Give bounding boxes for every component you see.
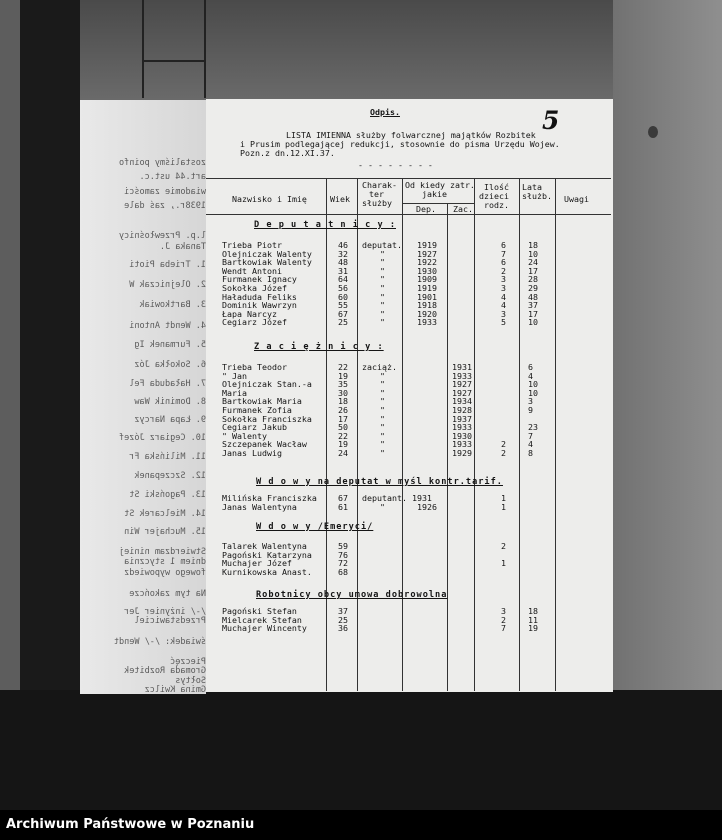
cell-dep: 1901: [417, 291, 437, 302]
header-remarks: Uwagi: [564, 194, 589, 204]
cell-children: 2: [501, 265, 506, 276]
back-page-line: 2. Olejniczak W: [129, 280, 206, 290]
cell-name: Trieba Teodor: [222, 362, 287, 372]
cell-children: 2: [501, 448, 506, 458]
cell-type: ": [380, 308, 385, 319]
header-children-3: rodz.: [484, 200, 509, 210]
back-page-line: Gromada Rozbitek: [124, 666, 206, 676]
cell-name: Olejniczak Stan.-a: [222, 379, 312, 390]
back-page-line: zostaliśmy poinfo: [119, 158, 206, 168]
cell-age: 68: [338, 566, 348, 577]
cell-age: 72: [338, 558, 348, 569]
archive-label: Archiwum Państwowe w Poznaniu: [6, 817, 255, 832]
back-page-line: Gmina Kwilcz: [144, 685, 206, 694]
cell-age: 17: [338, 413, 348, 424]
cell-years: 28: [528, 274, 538, 285]
back-page-line: 13. Pagoński St: [129, 490, 206, 500]
back-page-line: Na tym zakończe: [129, 589, 206, 599]
cell-dep: 1933: [417, 317, 437, 328]
cell-years: 4: [528, 439, 533, 450]
cell-name: Haładuda Feliks: [222, 291, 297, 302]
header-type-1: Charak-: [362, 180, 397, 190]
back-page-line: 8. Dominik Waw: [134, 397, 206, 407]
back-page-line: l.p. Przewłośnicy: [119, 231, 206, 241]
cell-zac: 1934: [452, 396, 472, 407]
cell-name: Sokołka Franciszka: [222, 413, 312, 424]
document-page: [206, 99, 613, 692]
back-page-line: 6. Sokołka Józ: [134, 360, 206, 370]
cell-zac: 1927: [452, 379, 472, 390]
cell-dep: 1920: [417, 308, 437, 319]
back-page-line: 1. Trieba Pioti: [129, 260, 206, 270]
cell-age: 36: [338, 623, 348, 634]
cell-years: 9: [528, 405, 533, 415]
cell-age: 35: [338, 379, 348, 390]
table-row: [206, 568, 613, 577]
back-page-line: 11. Milińska Fr: [129, 452, 206, 462]
cell-dep: 1927: [417, 248, 437, 259]
cell-name: " Walenty: [222, 430, 267, 441]
cell-dep: 1926: [417, 501, 437, 512]
archive-footer: [0, 810, 722, 840]
cell-age: 19: [338, 439, 348, 450]
cell-years: 18: [528, 240, 538, 250]
cell-type: ": [380, 387, 385, 398]
cell-age: 32: [338, 248, 348, 259]
header-dep: Dep.: [416, 204, 436, 214]
section-title: D e p u t a t n i c y :: [254, 220, 396, 230]
cell-years: 19: [528, 623, 538, 634]
cell-years: 10: [528, 387, 538, 398]
back-page-line: 15. Muchajer Win: [124, 527, 206, 537]
cell-years: 48: [528, 291, 538, 302]
cell-children: 5: [501, 317, 506, 328]
cell-children: 6: [501, 257, 506, 268]
back-page-line: /-/ inżynier Jer: [124, 607, 206, 617]
cell-zac: 1928: [452, 405, 472, 415]
cell-name: Cegiarz Jakub: [222, 422, 287, 433]
back-page-line: Stwierdzam niniej: [119, 547, 206, 557]
cell-age: 55: [338, 300, 348, 311]
cell-type: ": [380, 257, 385, 268]
cell-type: ": [380, 370, 385, 381]
back-page-line: 3. Bartkowiak: [139, 300, 206, 310]
cell-years: 7: [528, 430, 533, 441]
cell-name: " Jan: [222, 370, 247, 381]
cell-name: Pagoński Stefan: [222, 606, 297, 616]
cell-type: ": [380, 291, 385, 302]
cell-children: 1: [501, 501, 506, 512]
cell-name: Mielcarek Stefan: [222, 614, 302, 625]
back-page-line: Przedstawiciel: [134, 616, 206, 626]
back-page-line: Pieczęć: [170, 657, 206, 667]
header-name: Nazwisko i Imię: [232, 194, 307, 204]
cell-zac: 1933: [452, 370, 472, 381]
cell-type: ": [380, 439, 385, 450]
cell-years: 17: [528, 308, 538, 319]
cell-age: 56: [338, 283, 348, 293]
cell-type: ": [380, 405, 385, 415]
cell-years: 17: [528, 265, 538, 276]
cell-name: Wendt Antoni: [222, 265, 282, 276]
cell-age: 59: [338, 541, 348, 551]
cell-age: 48: [338, 257, 348, 268]
back-page-line: dniem 1 stycznia: [124, 557, 206, 567]
header-children-1: Ilość: [484, 182, 509, 192]
cell-type: ": [380, 265, 385, 276]
cell-type: ": [380, 501, 385, 512]
cell-children: 4: [501, 300, 506, 311]
back-page-line: Tanaka J.: [159, 242, 206, 252]
cell-name: Trieba Piotr: [222, 240, 282, 250]
cell-years: 37: [528, 300, 538, 311]
cell-name: Kurnikowska Anast.: [222, 566, 312, 577]
back-page-line: 10. Cegiarz Józef: [119, 433, 206, 443]
cell-years: 10: [528, 379, 538, 390]
cell-name: Bartkowiak Maria: [222, 396, 302, 407]
cell-children: 3: [501, 283, 506, 293]
cell-name: Maria: [222, 387, 247, 398]
cell-age: 50: [338, 422, 348, 433]
cell-years: 10: [528, 248, 538, 259]
cell-age: 64: [338, 274, 348, 285]
background-paper-right: [613, 0, 722, 690]
cell-age: 67: [338, 308, 348, 319]
section-title: Z a c i ę ż n i c y :: [254, 342, 384, 352]
cell-name: Bartkowiak Walenty: [222, 257, 312, 268]
document-header: Odpis.: [370, 107, 400, 117]
cell-children: 1: [501, 493, 506, 503]
cell-name: Talarek Walentyna: [222, 541, 307, 551]
cell-type: zaciąż.: [362, 362, 397, 372]
table-row: [206, 624, 613, 633]
cell-years: 24: [528, 257, 538, 268]
cell-type: ": [380, 274, 385, 285]
cell-name: Łapa Narcyz: [222, 308, 277, 319]
back-page-line: 14. Mielcarek St: [124, 509, 206, 519]
back-page-line: 7. Haładuda Fel: [129, 379, 206, 389]
back-page-line: 1938r., zaś dale: [124, 201, 206, 211]
back-page-bleed: [80, 100, 206, 694]
back-page-line: 4. Wendt Antoni: [129, 321, 206, 331]
cell-children: 2: [501, 614, 506, 625]
header-zac: Zac.: [453, 204, 473, 214]
cell-age: 18: [338, 396, 348, 407]
title-line-2: i Prusim podlegającej redukcji, stosownie do pisma Urzędu Wojew.: [240, 139, 560, 149]
film-frame-bottom: [0, 690, 722, 810]
cell-children: 3: [501, 274, 506, 285]
title-separator: - - - - - - - -: [358, 160, 433, 170]
header-bottom-rule: [206, 214, 611, 215]
cell-children: 3: [501, 606, 506, 616]
cell-years: 29: [528, 283, 538, 293]
cell-children: 2: [501, 439, 506, 450]
header-type-3: służby: [362, 198, 392, 208]
cell-age: 25: [338, 614, 348, 625]
film-edge-strip: [0, 0, 20, 690]
handwritten-page-number: 5: [542, 106, 560, 135]
cell-years: 10: [528, 317, 538, 328]
table-top-rule: [206, 178, 611, 179]
cell-name: Dominik Wawrzyn: [222, 300, 297, 311]
cell-age: 25: [338, 317, 348, 328]
table-row: [206, 318, 613, 327]
cell-type: deputat.: [362, 240, 402, 250]
cell-children: 1: [501, 558, 506, 569]
cell-dep: 1918: [417, 300, 437, 311]
cell-age: 37: [338, 606, 348, 616]
cell-children: 3: [501, 308, 506, 319]
back-page-line: art.44 ust.c.: [139, 172, 206, 182]
cell-years: 6: [528, 362, 533, 372]
table-row: [206, 503, 613, 512]
cell-age: 22: [338, 362, 348, 372]
back-page-line: Sołtys: [175, 676, 206, 686]
cell-children: 6: [501, 240, 506, 250]
header-since-1: Od kiedy zatr.: [405, 180, 475, 190]
cell-type: ": [380, 430, 385, 441]
cell-name: Szczepanek Wacław: [222, 439, 307, 450]
header-type-2: ter: [369, 189, 384, 199]
section-title: Robotnicy obcy umowa dobrowolna: [256, 590, 448, 600]
back-page-line: 9. Łapa Narcyz: [134, 415, 206, 425]
paper-spot: [648, 126, 658, 138]
cell-age: 46: [338, 240, 348, 250]
cell-type: ": [380, 248, 385, 259]
cell-age: 26: [338, 405, 348, 415]
frame-marker: [142, 0, 206, 98]
cell-age: 61: [338, 501, 348, 512]
cell-name: Sokołka Józef: [222, 283, 287, 293]
cell-type: ": [380, 379, 385, 390]
title-line-3: Pozn.z dn.12.XI.37.: [240, 148, 335, 158]
cell-years: 4: [528, 370, 533, 381]
back-page-line: 5. Furmanek Ig: [134, 340, 206, 350]
cell-zac: 1931: [452, 362, 472, 372]
cell-zac: 1930: [452, 430, 472, 441]
cell-name: Olejniczak Walenty: [222, 248, 312, 259]
cell-type: ": [380, 448, 385, 458]
back-page-line: 12. Szczepanek: [134, 471, 206, 481]
cell-name: Janas Walentyna: [222, 501, 297, 512]
cell-children: 7: [501, 623, 506, 634]
cell-name: Janas Ludwig: [222, 448, 282, 458]
cell-age: 67: [338, 493, 348, 503]
cell-dep: 1922: [417, 257, 437, 268]
section-title: W d o w y /Emeryci/: [256, 522, 374, 532]
cell-age: 76: [338, 549, 348, 560]
cell-years: 8: [528, 448, 533, 458]
cell-age: 30: [338, 387, 348, 398]
cell-dep: 1930: [417, 265, 437, 276]
cell-name: Furmanek Zofia: [222, 405, 292, 415]
cell-zac: 1929: [452, 448, 472, 458]
cell-years: 18: [528, 606, 538, 616]
cell-zac: 1933: [452, 422, 472, 433]
cell-name: Milińska Franciszka: [222, 493, 317, 503]
cell-dep: 1919: [417, 283, 437, 293]
film-frame-left: [0, 0, 80, 690]
header-years-2: służb.: [522, 191, 552, 201]
header-years-1: Lata: [522, 182, 542, 192]
cell-age: 22: [338, 430, 348, 441]
back-page-line: świadek: /-/ Wendt: [113, 637, 206, 647]
cell-children: 4: [501, 291, 506, 302]
back-page-line: fowego wypowiedz: [124, 568, 206, 578]
header-children-2: dzieci: [479, 191, 509, 201]
cell-type: ": [380, 413, 385, 424]
cell-zac: 1937: [452, 413, 472, 424]
title-line-1: LISTA IMIENNA służby folwarcznej majątków Rozbitek: [286, 130, 536, 140]
cell-name: Furmanek Ignacy: [222, 274, 297, 285]
cell-type: ": [380, 283, 385, 293]
cell-zac: 1927: [452, 387, 472, 398]
cell-type: ": [380, 317, 385, 328]
cell-age: 60: [338, 291, 348, 302]
header-since-2: jakie: [422, 189, 447, 199]
cell-type: deputant. 1931: [362, 493, 432, 503]
cell-years: 3: [528, 396, 533, 407]
cell-type: ": [380, 300, 385, 311]
cell-age: 24: [338, 448, 348, 458]
cell-name: Pagoński Katarzyna: [222, 549, 312, 560]
header-age: Wiek: [330, 194, 350, 204]
cell-age: 19: [338, 370, 348, 381]
cell-zac: 1933: [452, 439, 472, 450]
cell-children: 2: [501, 541, 506, 551]
cell-type: ": [380, 422, 385, 433]
section-title: W d o w y na deputat w myśl kontr.tarif.: [256, 477, 503, 487]
cell-age: 31: [338, 265, 348, 276]
cell-dep: 1909: [417, 274, 437, 285]
table-row: [206, 449, 613, 458]
back-page-line: wiadomie zamości: [124, 187, 206, 197]
cell-name: Muchajer Józef: [222, 558, 292, 569]
cell-name: Muchajer Wincenty: [222, 623, 307, 634]
cell-years: 11: [528, 614, 538, 625]
cell-years: 23: [528, 422, 538, 433]
cell-name: Cegiarz Józef: [222, 317, 287, 328]
cell-type: ": [380, 396, 385, 407]
cell-children: 7: [501, 248, 506, 259]
cell-dep: 1919: [417, 240, 437, 250]
